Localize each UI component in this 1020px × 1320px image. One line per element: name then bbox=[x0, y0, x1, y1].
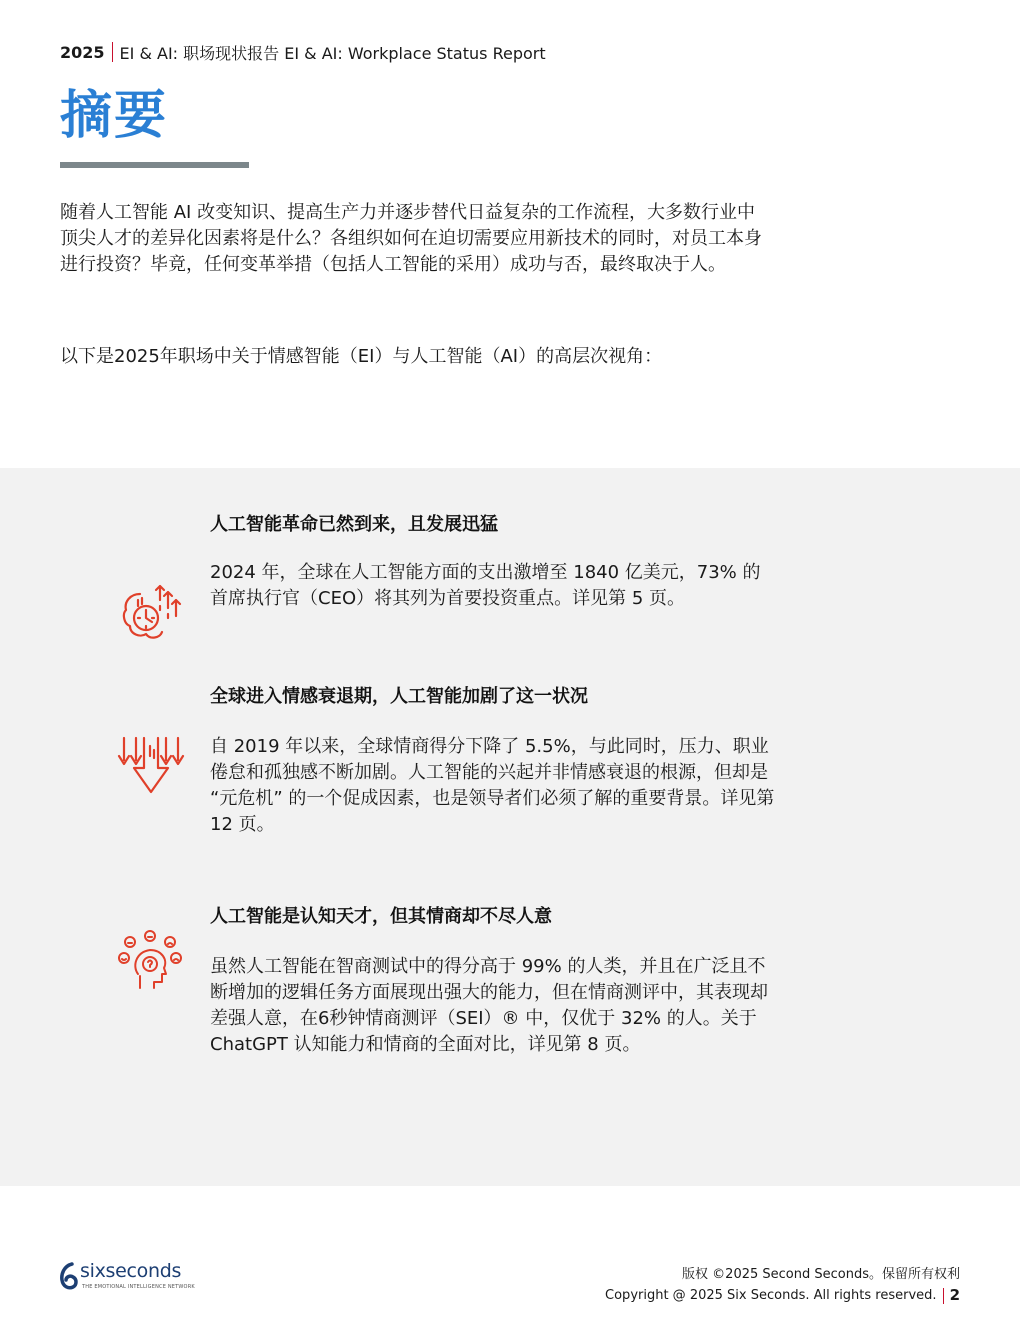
key-findings-panel bbox=[0, 468, 1020, 1186]
footer-copyright-row bbox=[605, 1285, 960, 1306]
page-number-divider bbox=[943, 1288, 944, 1304]
title-underline bbox=[60, 162, 249, 168]
header-divider bbox=[112, 42, 113, 62]
finding-body: 自 2019 年以来，全球情商得分下降了 5.5%，与此同时，压力、职业倦怠和孤独感不断加剧。人工智能的兴起并非情感衰退的根源，但却是 “元危机” 的一个促成因素，也是领导者们必须了解的重要背景。详见第 12 页。 bbox=[210, 736, 775, 835]
footer-copyright-cn: 版权 ©2025 Second Seconds。保留所有权利 bbox=[682, 1267, 960, 1282]
logo-tagline: THE EMOTIONAL INTELLIGENCE NETWORK bbox=[82, 1284, 195, 1290]
head-emotions-icon bbox=[116, 926, 186, 996]
page-number: 2 bbox=[949, 1286, 960, 1304]
page-title: 摘要 bbox=[60, 86, 169, 146]
finding-body: 2024 年，全球在人工智能方面的支出激增至 1840 亿美元，73% 的首席执行官（CEO）将其列为首要投资重点。详见第 5 页。 bbox=[210, 562, 761, 609]
header-year: 2025 bbox=[60, 42, 105, 62]
footer bbox=[605, 1264, 960, 1306]
logo-mark-icon bbox=[60, 1262, 78, 1290]
finding-title: 全球进入情感衰退期，人工智能加剧了这一状况 bbox=[210, 686, 588, 707]
footer-copyright-en: Copyright @ 2025 Six Seconds. All rights reserved. bbox=[605, 1288, 937, 1303]
brain-growth-icon bbox=[116, 580, 186, 650]
header-title: EI & AI: 职场现状报告 EI & AI: Workplace Status Report bbox=[119, 43, 546, 63]
finding-title: 人工智能革命已然到来，且发展迅猛 bbox=[210, 514, 498, 535]
intro-paragraph: 随着人工智能 AI 改变知识、提高生产力并逐步替代日益复杂的工作流程，大多数行业中顶尖人才的差异化因素将是什么？各组织如何在迫切需要应用新技术的同时，对员工本身进行投资？毕竟，任何变革举措（包括人工智能的采用）成功与否，最终取决于人。 bbox=[60, 202, 762, 275]
sixseconds-logo bbox=[60, 1260, 200, 1294]
finding-body: 虽然人工智能在智商测试中的得分高于 99% 的人类，并且在广泛且不断增加的逻辑任务方面展现出强大的能力，但在情商测评中，其表现却差强人意，在6秒钟情商测评（SEI）® 中，仅优于 32% 的人。关于 ChatGPT 认知能力和情商的全面对比，详见第 8 页。 bbox=[210, 956, 768, 1055]
running-header bbox=[60, 40, 546, 64]
lead-paragraph: 以下是2025年职场中关于情感智能（EI）与人工智能（AI）的高层次视角： bbox=[60, 346, 663, 367]
finding-title: 人工智能是认知天才，但其情商却不尽人意 bbox=[210, 906, 552, 927]
logo-wordmark: sixseconds bbox=[80, 1260, 182, 1282]
decline-arrows-icon bbox=[116, 734, 186, 804]
